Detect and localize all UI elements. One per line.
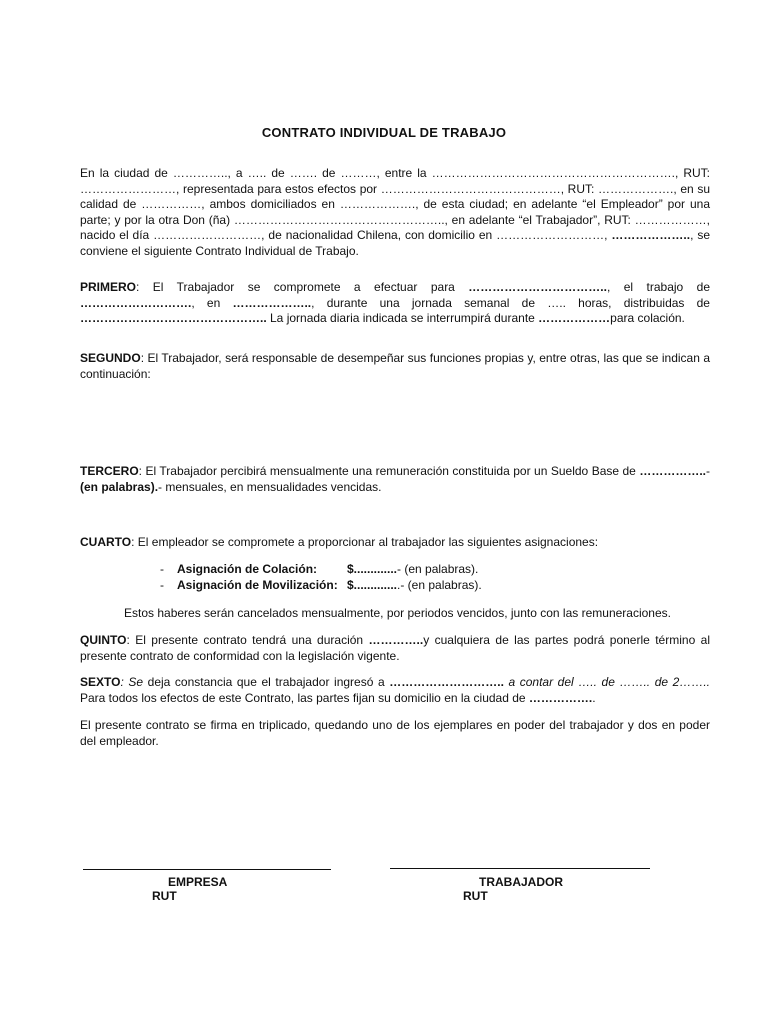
clause-label: CUARTO — [80, 535, 132, 549]
intro-blank: ……………….. — [611, 228, 691, 243]
clause-text: , el trabajo de — [606, 280, 710, 294]
signature-rut-empresa: RUT — [152, 889, 177, 903]
clause-text: : El Trabajador se compromete a efectuar para — [136, 280, 469, 294]
signature-rut-trabajador: RUT — [463, 889, 488, 903]
clause-text: - mensuales, en mensualidades vencidas. — [158, 479, 382, 494]
clause-text: , durante una jornada semanal de ….. horas, distribuidas de — [311, 295, 710, 310]
clause-text: deja constancia que el trabajador ingresó a — [143, 675, 390, 689]
clause-text: : El Trabajador, será responsable de desempeñar sus funciones propias y, entre otras, las que se indican a continuación: — [80, 351, 710, 381]
intro-text-end: , se conviene el siguiente Contrato Individual de Trabajo. — [80, 228, 710, 258]
blank-field: …………….. — [639, 464, 706, 478]
allowances-note: Estos haberes serán cancelados mensualmente, por periodos vencidos, junto con las remuneraciones. — [124, 606, 671, 620]
signature-line-empresa — [83, 869, 331, 870]
allowances-list — [160, 562, 482, 593]
intro-text: En la ciudad de ………….., a ….. de ……. de ………, entre la ……………………………………………………., RUT: ……………………, representada para estos efectos por ………………………………………, RUT: ………………., en su calidad de ……………, ambos domiciliados en ………………., de esta ciudad; en adelante “el Empleador” por una parte; y por la otra Don (ña) …………………………………………….., en adelante “el Trabajador”, RUT: ………………, nacido el día ………………………, de nacionalidad Chilena, con domicilio en ………………………, — [80, 166, 710, 243]
list-item — [160, 562, 482, 578]
list-item — [160, 578, 482, 594]
clause-primero — [80, 280, 710, 327]
clause-segundo — [80, 351, 710, 382]
blank-field: ……………. — [528, 690, 593, 705]
clause-label: SEXTO — [80, 675, 121, 689]
clause-label: SEGUNDO — [80, 351, 141, 365]
clause-text: Para todos los efectos de este Contrato, las partes fijan su domicilio en la ciudad de — [80, 690, 529, 705]
clause-quinto — [80, 633, 710, 664]
clause-text: : El presente contrato tendrá una duración — [126, 633, 369, 647]
clause-text: para colación. — [610, 311, 685, 326]
signature-label-trabajador: TRABAJADOR — [479, 875, 563, 889]
allowance-amount: $............. — [347, 577, 398, 592]
signature-line-trabajador — [390, 868, 650, 869]
closing-paragraph: El presente contrato se firma en triplicado, quedando uno de los ejemplares en poder del trabajador y dos en poder del empleador. — [80, 718, 710, 748]
signature-label-empresa: EMPRESA — [168, 875, 228, 889]
blank-field: ……………………………………….. — [80, 311, 267, 326]
blank-field: ………………………. — [80, 295, 192, 310]
blank-field: ……………… — [538, 311, 611, 326]
clause-text: a contar del ….. de …….. de 2…….. — [503, 675, 710, 689]
clause-text: - — [706, 464, 710, 478]
clause-text: : El Trabajador percibirá mensualmente una remuneración constituida por un Sueldo Base de — [138, 464, 640, 478]
allowance-label: Asignación de Movilización: — [177, 577, 338, 592]
blank-field: ………….. — [368, 633, 424, 647]
intro-paragraph — [80, 166, 710, 260]
clause-tercero — [80, 464, 710, 495]
clause-text: : Se — [120, 675, 144, 689]
allowance-label: Asignación de Colación: — [177, 562, 318, 576]
list-dash: - — [160, 562, 164, 576]
blank-field: ……………….. — [232, 295, 312, 310]
clause-text: . — [592, 690, 596, 705]
clause-sexto — [80, 675, 710, 706]
allowance-note: .- (en palabras). — [397, 577, 482, 592]
allowance-amount: $............. — [347, 562, 398, 576]
page-title: CONTRATO INDIVIDUAL DE TRABAJO — [261, 125, 507, 140]
clause-cuarto — [80, 535, 710, 551]
allowance-note: - (en palabras). — [397, 562, 479, 576]
clause-label: PRIMERO — [80, 280, 137, 294]
clause-label: TERCERO — [80, 464, 139, 478]
clause-text: y cualquiera de las partes podrá ponerle término al presente contrato de conformidad con la legislación vigente. — [80, 633, 710, 663]
clause-text: La jornada diaria indicada se interrumpirá durante — [266, 311, 539, 326]
clause-text: , en — [191, 295, 233, 310]
blank-field: (en palabras). — [80, 479, 159, 494]
list-dash: - — [160, 577, 164, 592]
clause-text: : El empleador se compromete a proporcionar al trabajador las siguientes asignaciones: — [131, 535, 599, 549]
blank-field: …………………………….. — [468, 280, 607, 294]
blank-field: ……………………….. — [389, 675, 504, 689]
clause-label: QUINTO — [80, 633, 127, 647]
